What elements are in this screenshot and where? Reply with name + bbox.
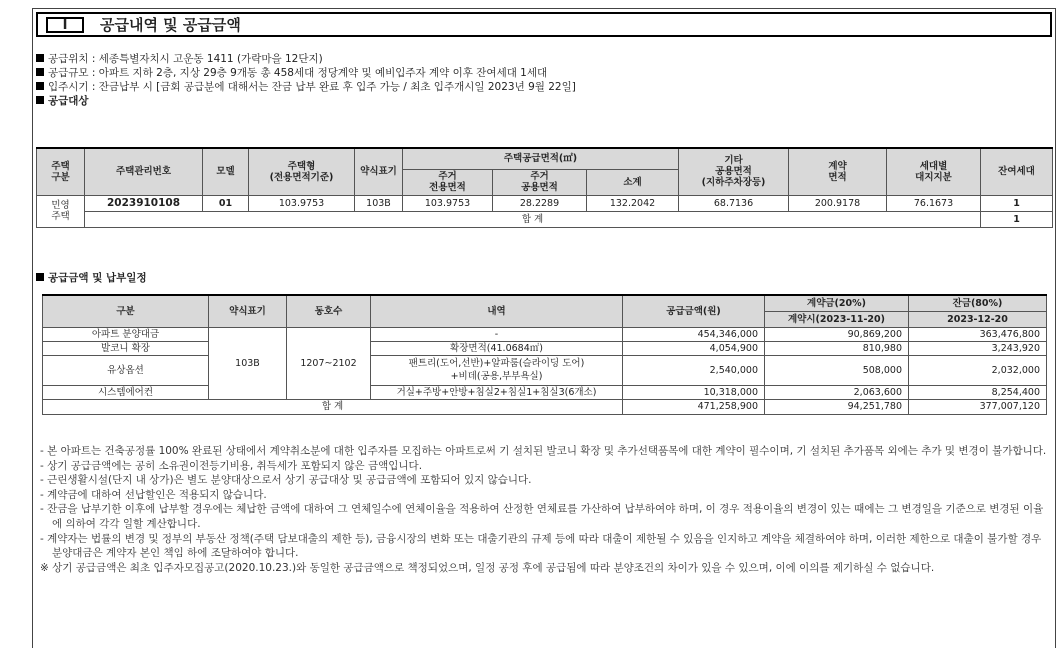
cell-short: 103B	[209, 327, 287, 399]
cell-balance: 2,032,000	[909, 355, 1047, 385]
cell-price: 4,054,900	[623, 341, 765, 355]
notes-list	[40, 444, 1050, 575]
note-item: - 상기 공급금액에는 공히 소유권이전등기비용, 취득세가 포함되지 않은 금액입니다.	[40, 459, 423, 472]
square-bullet-icon	[36, 96, 44, 104]
cell-detail: 확장면적(41.0684㎡)	[371, 341, 623, 355]
square-bullet-icon	[36, 68, 44, 76]
cell-remaining: 1	[981, 195, 1053, 211]
cell-deposit: 508,000	[765, 355, 909, 385]
table-row	[43, 385, 1047, 399]
table-row	[43, 341, 1047, 355]
note-item: ※ 상기 공급금액은 최초 입주자모집공고(2020.10.23.)와 동일한 공급금액으로 책정되었으며, 일정 공정 후에 공급됨에 따라 분양조건의 차이가 있을 수 있으며, 이에 이의를 제기하실 수 없습니다.	[40, 561, 935, 574]
section-title-bar	[36, 12, 1052, 37]
cell-total-deposit: 94,251,780	[765, 399, 909, 414]
square-bullet-icon	[36, 273, 44, 281]
th-unit: 동호수	[287, 295, 371, 327]
info-scale: 공급규모 : 아파트 지하 2층, 지상 29층 9개동 총 458세대 정당계약 및 예비입주자 계약 이후 잔여세대 1세대	[36, 66, 1036, 80]
cell-exclusive: 103.9753	[403, 195, 493, 211]
info-movein: 입주시기 : 잔금납부 시 [금회 공급분에 대해서는 잔금 납부 완료 후 입주 가능 / 최초 입주개시일 2023년 9월 22일]	[36, 80, 1036, 94]
th-balance-date: 2023-12-20	[909, 311, 1047, 327]
cell-total-remaining: 1	[981, 211, 1053, 227]
th-housetype: 주택형 (전용면적기준)	[249, 148, 355, 195]
th-short: 약식표기	[355, 148, 403, 195]
note-item: - 본 아파트는 건축공정률 100% 완료된 상태에서 계약취소분에 대한 입주자를 모집하는 아파트로써 기 설치된 발코니 확장 및 추가선택품목에 대한 계약이 필수이며, 기 설치된 추가품목 외에는 추가 및 변경이 불가합니다.	[40, 445, 1047, 457]
price-schedule-table	[42, 294, 1047, 415]
cell-division: 유상옵션	[43, 355, 209, 385]
cell-land: 76.1673	[887, 195, 981, 211]
cell-balance: 8,254,400	[909, 385, 1047, 399]
cell-total-price: 471,258,900	[623, 399, 765, 414]
table-total-row	[43, 399, 1047, 414]
th-price: 공급금액(원)	[623, 295, 765, 327]
cell-detail: 팬트리(도어,선반)+알파룸(슬라이딩 도어) +비데(공용,부부욕실)	[371, 355, 623, 385]
th-exclusive-area: 주거 전용면적	[403, 169, 493, 195]
note-item: - 근린생활시설(단지 내 상가)은 별도 분양대상으로서 상기 공급대상 및 공급금액에 포함되어 있지 않습니다.	[40, 474, 532, 487]
cell-division: 발코니 확장	[43, 341, 209, 355]
note-item: - 계약자는 법률의 변경 및 정부의 부동산 정책(주택 담보대출의 제한 등), 금융시장의 변화 또는 대출기관의 규제 등에 따라 대출이 제한될 수 있음을 인지하고 계약을 체결하여야 하며, 이러한 제한으로 대출이 불가할 경우 분양대금은 계약자 본인 책임 하에 조달하여야 합니다.	[40, 532, 1042, 560]
table-row	[43, 355, 1047, 385]
cell-price: 454,346,000	[623, 327, 765, 341]
cell-unit: 1207~2102	[287, 327, 371, 399]
th-division: 구분	[43, 295, 209, 327]
info-target: 공급대상	[36, 94, 1036, 108]
cell-total-label: 합 계	[85, 211, 981, 227]
th-short: 약식표기	[209, 295, 287, 327]
th-mgmt-no: 주택관리번호	[85, 148, 203, 195]
cell-total-balance: 377,007,120	[909, 399, 1047, 414]
cell-house-type: 민영 주택	[37, 195, 85, 227]
cell-short: 103B	[355, 195, 403, 211]
cell-division: 아파트 분양대금	[43, 327, 209, 341]
th-house-type: 주택 구분	[37, 148, 85, 195]
cell-detail: -	[371, 327, 623, 341]
cell-other: 68.7136	[679, 195, 789, 211]
th-model: 모델	[203, 148, 249, 195]
cell-subtotal: 132.2042	[587, 195, 679, 211]
supply-target-table	[36, 147, 1053, 228]
cell-model: 01	[203, 195, 249, 211]
th-land-share: 세대별 대지지분	[887, 148, 981, 195]
section-title: 공급내역 및 공급금액	[100, 16, 241, 34]
note-item: - 잔금을 납부기한 이후에 납부할 경우에는 체납한 금액에 대하여 그 연체일수에 연체이율을 적용하여 산정한 연체료를 가산하여 납부하여야 하며, 이 경우 적용이율의 변경이 있는 때에는 그 변경일을 기준으로 변경된 이율에 의하여 각각 일할 계산합니다.	[40, 503, 1044, 530]
cell-mgmt-no: 2023910108	[85, 195, 203, 211]
square-bullet-icon	[36, 54, 44, 62]
section-price-schedule-title: 공급금액 및 납부일정	[36, 271, 147, 285]
th-detail: 내역	[371, 295, 623, 327]
note-item: - 계약금에 대하여 선납할인은 적용되지 않습니다.	[40, 488, 267, 501]
cell-contract: 200.9178	[789, 195, 887, 211]
cell-housetype: 103.9753	[249, 195, 355, 211]
cell-division: 시스템에어컨	[43, 385, 209, 399]
cell-balance: 3,243,920	[909, 341, 1047, 355]
cell-price: 2,540,000	[623, 355, 765, 385]
section-number: I	[46, 17, 84, 33]
th-balance: 잔금(80%)	[909, 295, 1047, 311]
th-deposit: 계약금(20%)	[765, 295, 909, 311]
square-bullet-icon	[36, 82, 44, 90]
cell-common: 28.2289	[493, 195, 587, 211]
th-remaining: 잔여세대	[981, 148, 1053, 195]
table-row	[43, 327, 1047, 341]
th-supply-area: 주택공급면적(㎡)	[403, 148, 679, 169]
cell-deposit: 90,869,200	[765, 327, 909, 341]
table-total-row	[37, 211, 1053, 227]
th-common-area: 주거 공용면적	[493, 169, 587, 195]
cell-total-label: 합 계	[43, 399, 623, 414]
cell-price: 10,318,000	[623, 385, 765, 399]
cell-deposit: 810,980	[765, 341, 909, 355]
th-contract-area: 계약 면적	[789, 148, 887, 195]
cell-detail: 거실+주방+안방+침실2+침실1+침실3(6개소)	[371, 385, 623, 399]
cell-deposit: 2,063,600	[765, 385, 909, 399]
cell-balance: 363,476,800	[909, 327, 1047, 341]
th-subtotal: 소계	[587, 169, 679, 195]
th-deposit-date: 계약시(2023-11-20)	[765, 311, 909, 327]
th-other-common: 기타 공용면적 (지하주차장등)	[679, 148, 789, 195]
info-location: 공급위치 : 세종특별자치시 고운동 1411 (가락마을 12단지)	[36, 52, 1036, 66]
table-row	[37, 195, 1053, 211]
